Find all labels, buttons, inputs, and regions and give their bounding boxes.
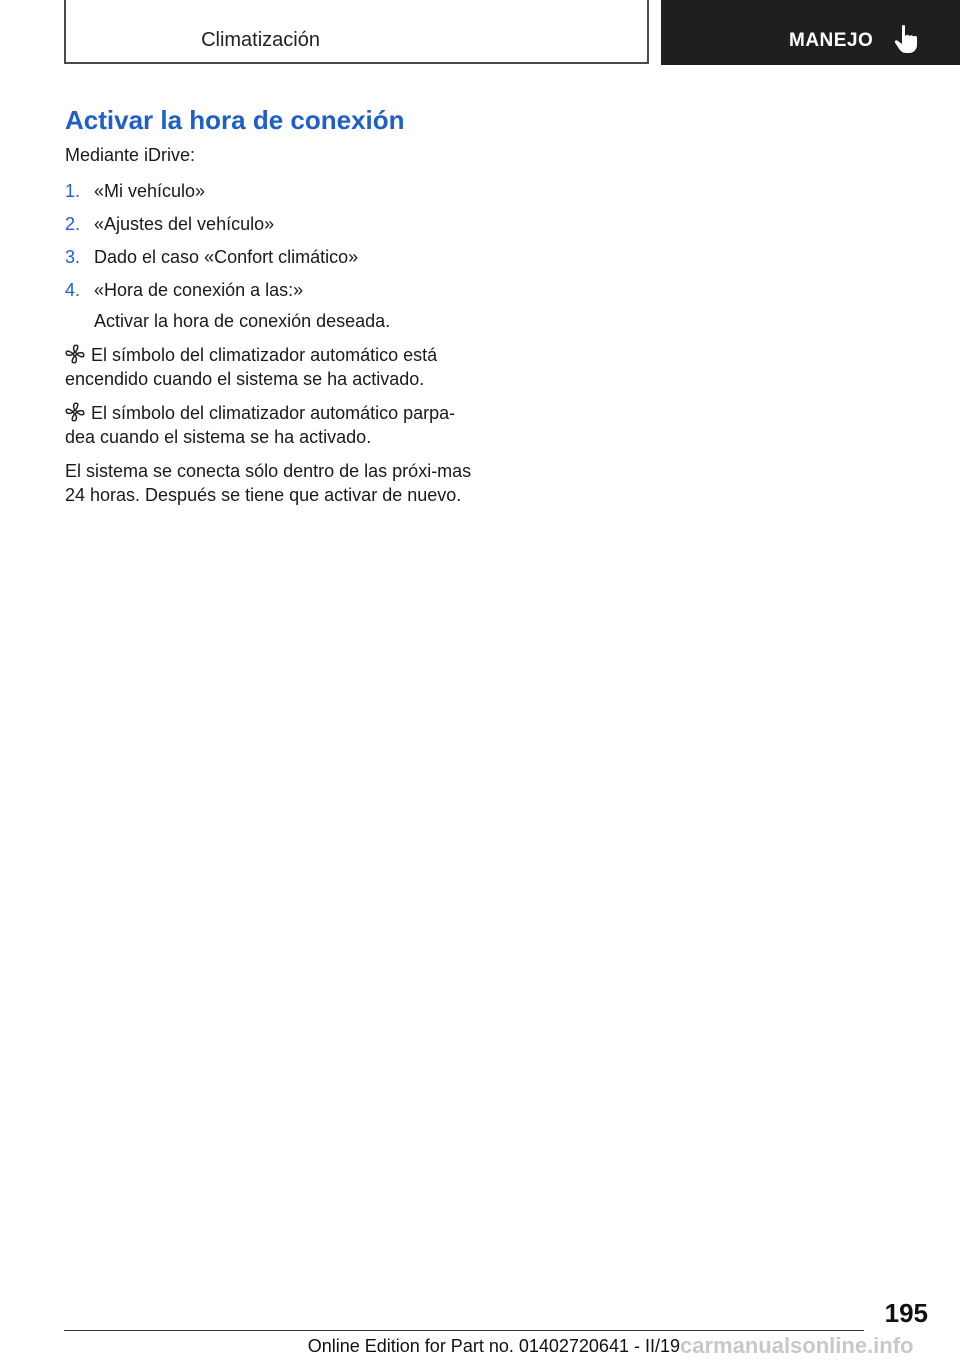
note-paragraph — [65, 401, 485, 449]
step-number: 3. — [65, 247, 81, 267]
intro-text: Mediante iDrive: — [65, 145, 196, 165]
hand-pointer-icon — [893, 24, 919, 54]
list-item — [65, 245, 485, 269]
header-tab-label: MANEJO — [789, 30, 874, 51]
body-paragraph: El sistema se conecta sólo dentro de las próxi‐mas 24 horas. Después se tiene que activar de nuevo. — [65, 461, 472, 505]
list-item — [65, 278, 485, 302]
step-text: «Hora de conexión a las:» — [94, 280, 304, 300]
step-number: 2. — [65, 214, 81, 234]
main-content — [65, 104, 485, 507]
section-title: Activar la hora de conexión — [65, 105, 405, 135]
list-item — [65, 179, 485, 203]
step-number: 4. — [65, 280, 81, 300]
header-section-box — [64, 0, 649, 64]
fan-icon — [65, 402, 85, 422]
step-text: «Mi vehículo» — [94, 181, 206, 201]
step-text: «Ajustes del vehículo» — [94, 214, 275, 234]
steps-list — [65, 179, 485, 302]
note-text: El símbolo del climatizador automático está encendido cuando el sistema se ha activado. — [65, 345, 438, 389]
watermark: carmanualsonline.info — [680, 1333, 914, 1358]
note-text: El símbolo del climatizador automático parpa‐dea cuando el sistema se ha activado. — [65, 403, 456, 447]
step-note: Activar la hora de conexión deseada. — [94, 311, 391, 331]
note-paragraph — [65, 343, 485, 391]
step-text: Dado el caso «Confort climático» — [94, 247, 359, 267]
footer-divider — [64, 1330, 864, 1331]
step-number: 1. — [65, 181, 81, 201]
fan-icon — [65, 344, 85, 364]
list-item — [65, 212, 485, 236]
header-section-title: Climatización — [201, 29, 320, 51]
page-number: 195 — [884, 1298, 928, 1328]
footer-edition: Online Edition for Part no. 01402720641 - II/19 — [307, 1336, 680, 1356]
header-tab-manejo[interactable] — [661, 0, 960, 65]
